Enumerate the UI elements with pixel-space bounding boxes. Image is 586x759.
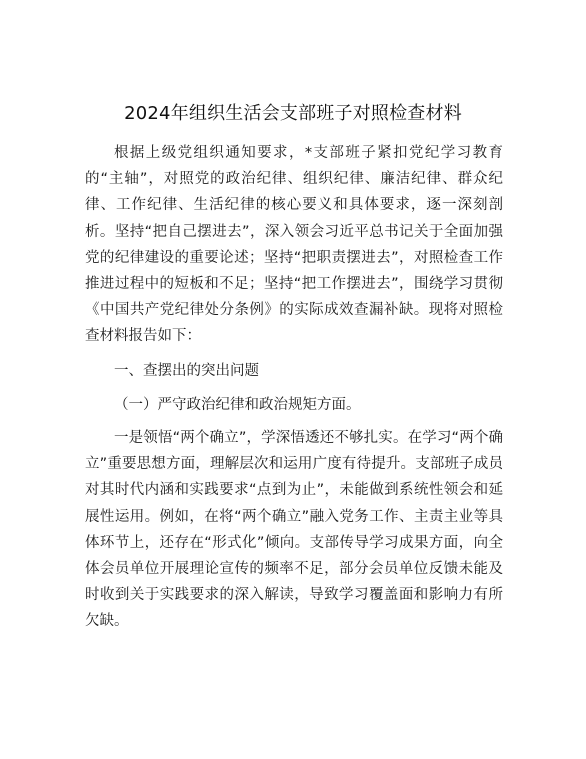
subsection-heading: （一）严守政治纪律和政治规矩方面。 [114,397,361,413]
intro-paragraph: 根据上级党组织通知要求，*支部班子紧扣党纪学习教育的“主轴”，对照党的政治纪律、组织纪律、廉洁纪律、群众纪律、工作纪律、生活纪律的核心要义和具体要求，逐一深刻剖析。坚持“把自己摆进去”，深入领会习近平总书记关于全面加强党的纪律建设的重要论述；坚持“把职责摆进去”，对照检查工作推进过程中的短板和不足；坚持“把工作摆进去”，围绕学习贯彻《中国共产党纪律处分条例》的实际成效查漏补缺。现将对照检查材料报告如下： [85,145,503,345]
document-title: 2024年组织生活会支部班子对照检查材料 [124,103,462,124]
issue-paragraph: 一是领悟“两个确立”，学深悟透还不够扎实。在学习“两个确立”重要思想方面，理解层次和运用广度有待提升。支部班子成员对其时代内涵和实践要求“点到为止”，未能做到系统性领会和延展性运用。例如，在将“两个确立”融入党务工作、主责主业等具体环节上，还存在“形式化”倾向。支部传导学习成果方面，向全体会员单位开展理论宣传的频率不足，部分会员单位反馈未能及时收到关于实践要求的深入解读，导致学习覆盖面和影响力有所欠缺。 [85,430,503,630]
intro-paragraph-block [85,140,503,350]
section-heading: 一、查摆出的突出问题 [114,363,259,379]
subsection-heading-block [85,392,503,418]
section-heading-block [85,358,503,384]
issue-paragraph-block [85,425,503,635]
